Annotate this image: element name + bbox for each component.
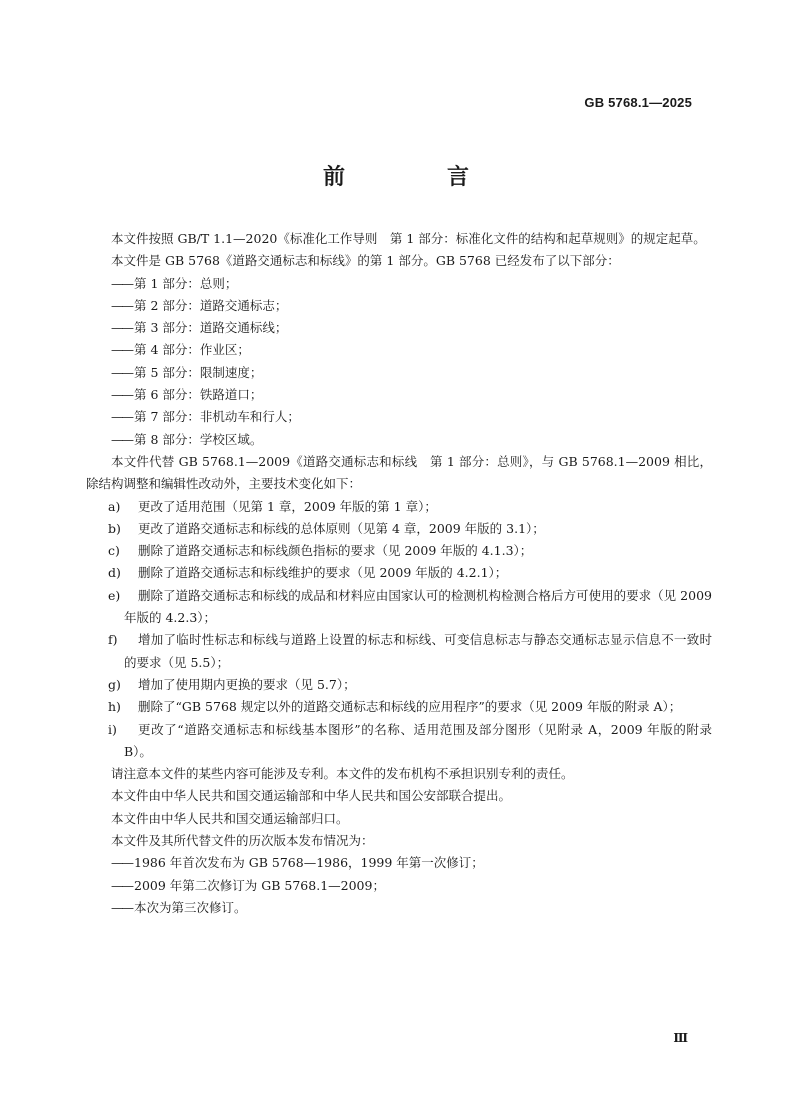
dash-mark: ——: [111, 387, 132, 403]
list-item: —— 第 8 部分：学校区域。: [111, 431, 263, 447]
change-item-f: f) 增加了临时性标志和标线与道路上设置的标志和标线、可变信息标志与静态交通标志显示信息不一致时的要求（见 5.5）；: [108, 632, 712, 670]
list-item: —— 第 5 部分：限制速度；: [111, 364, 263, 380]
document-body: [86, 228, 712, 919]
change-item-a: a) 更改了适用范围（见第 1 章，2009 年版的第 1 章）；: [108, 498, 437, 514]
history-list: [86, 852, 712, 919]
dash-mark: ——: [111, 320, 132, 336]
document-id: GB 5768.1—2025: [584, 95, 692, 110]
dash-mark: ——: [111, 877, 132, 893]
dash-mark: ——: [111, 364, 132, 380]
change-item-i: i) 更改了“道路交通标志和标线基本图形”的名称、适用范围及部分图形（见附录 A，2009 年版的附录 B）。: [108, 721, 712, 759]
page-title: 前 言: [322, 165, 509, 190]
list-item: —— 第 7 部分：非机动车和行人；: [111, 409, 300, 425]
parts-list: [86, 273, 712, 451]
intro-paragraph-2: 本文件是 GB 5768《道路交通标志和标线》的第 1 部分。GB 5768 已经发布了以下部分：: [111, 253, 620, 269]
intro-paragraph-1: 本文件按照 GB/T 1.1—2020《标准化工作导则 第 1 部分：标准化文件的结构和起草规则》的规定起草。: [111, 231, 706, 246]
changes-list: [86, 496, 712, 764]
change-item-b: b) 更改了道路交通标志和标线的总体原则（见第 4 章，2009 年版的 3.1）；: [108, 520, 545, 536]
change-item-g: g) 增加了使用期内更换的要求（见 5.7）；: [108, 676, 356, 692]
dash-mark: ——: [111, 297, 132, 313]
patent-notice: 请注意本文件的某些内容可能涉及专利。本文件的发布机构不承担识别专利的责任。: [111, 766, 574, 782]
change-item-d: d) 删除了道路交通标志和标线维护的要求（见 2009 年版的 4.2.1）；: [108, 565, 508, 581]
centralized-statement: 本文件由中华人民共和国交通运输部归口。: [111, 810, 349, 826]
change-item-e: e) 删除了道路交通标志和标线的成品和材料应由国家认可的检测机构检测合格后方可使用的要求（见 2009 年版的 4.2.3）；: [108, 587, 712, 626]
list-item: —— 1986 年首次发布为 GB 5768—1986，1999 年第一次修订；: [111, 855, 484, 871]
replacement-paragraph: 本文件代替 GB 5768.1—2009《道路交通标志和标线 第 1 部分：总则》，与 GB 5768.1—2009 相比，除结构调整和编辑性改动外，主要技术变化如下：: [86, 453, 712, 492]
change-item-h: h) 删除了“GB 5768 规定以外的道路交通标志和标线的应用程序”的要求（见 2009 年版的附录 A）；: [108, 699, 682, 715]
list-item: —— 第 1 部分：总则；: [111, 275, 238, 291]
dash-mark: ——: [111, 855, 132, 871]
change-item-c: c) 删除了道路交通标志和标线颜色指标的要求（见 2009 年版的 4.1.3）；: [108, 543, 533, 559]
page-number: Ⅲ: [673, 1031, 688, 1045]
dash-mark: ——: [111, 342, 132, 358]
list-item: —— 第 4 部分：作业区；: [111, 342, 250, 358]
list-item: —— 第 3 部分：道路交通标线；: [111, 320, 288, 336]
list-item: —— 第 6 部分：铁路道口；: [111, 387, 263, 403]
dash-mark: ——: [111, 431, 132, 447]
dash-mark: ——: [111, 899, 132, 915]
dash-mark: ——: [111, 409, 132, 425]
dash-mark: ——: [111, 275, 132, 291]
list-item: —— 第 2 部分：道路交通标志；: [111, 297, 288, 313]
list-item: —— 2009 年第二次修订为 GB 5768.1—2009；: [111, 877, 385, 893]
history-intro: 本文件及其所代替文件的历次版本发布情况为：: [111, 833, 374, 849]
proposer-statement: 本文件由中华人民共和国交通运输部和中华人民共和国公安部联合提出。: [111, 788, 512, 804]
list-item: —— 本次为第三次修订。: [111, 899, 247, 915]
